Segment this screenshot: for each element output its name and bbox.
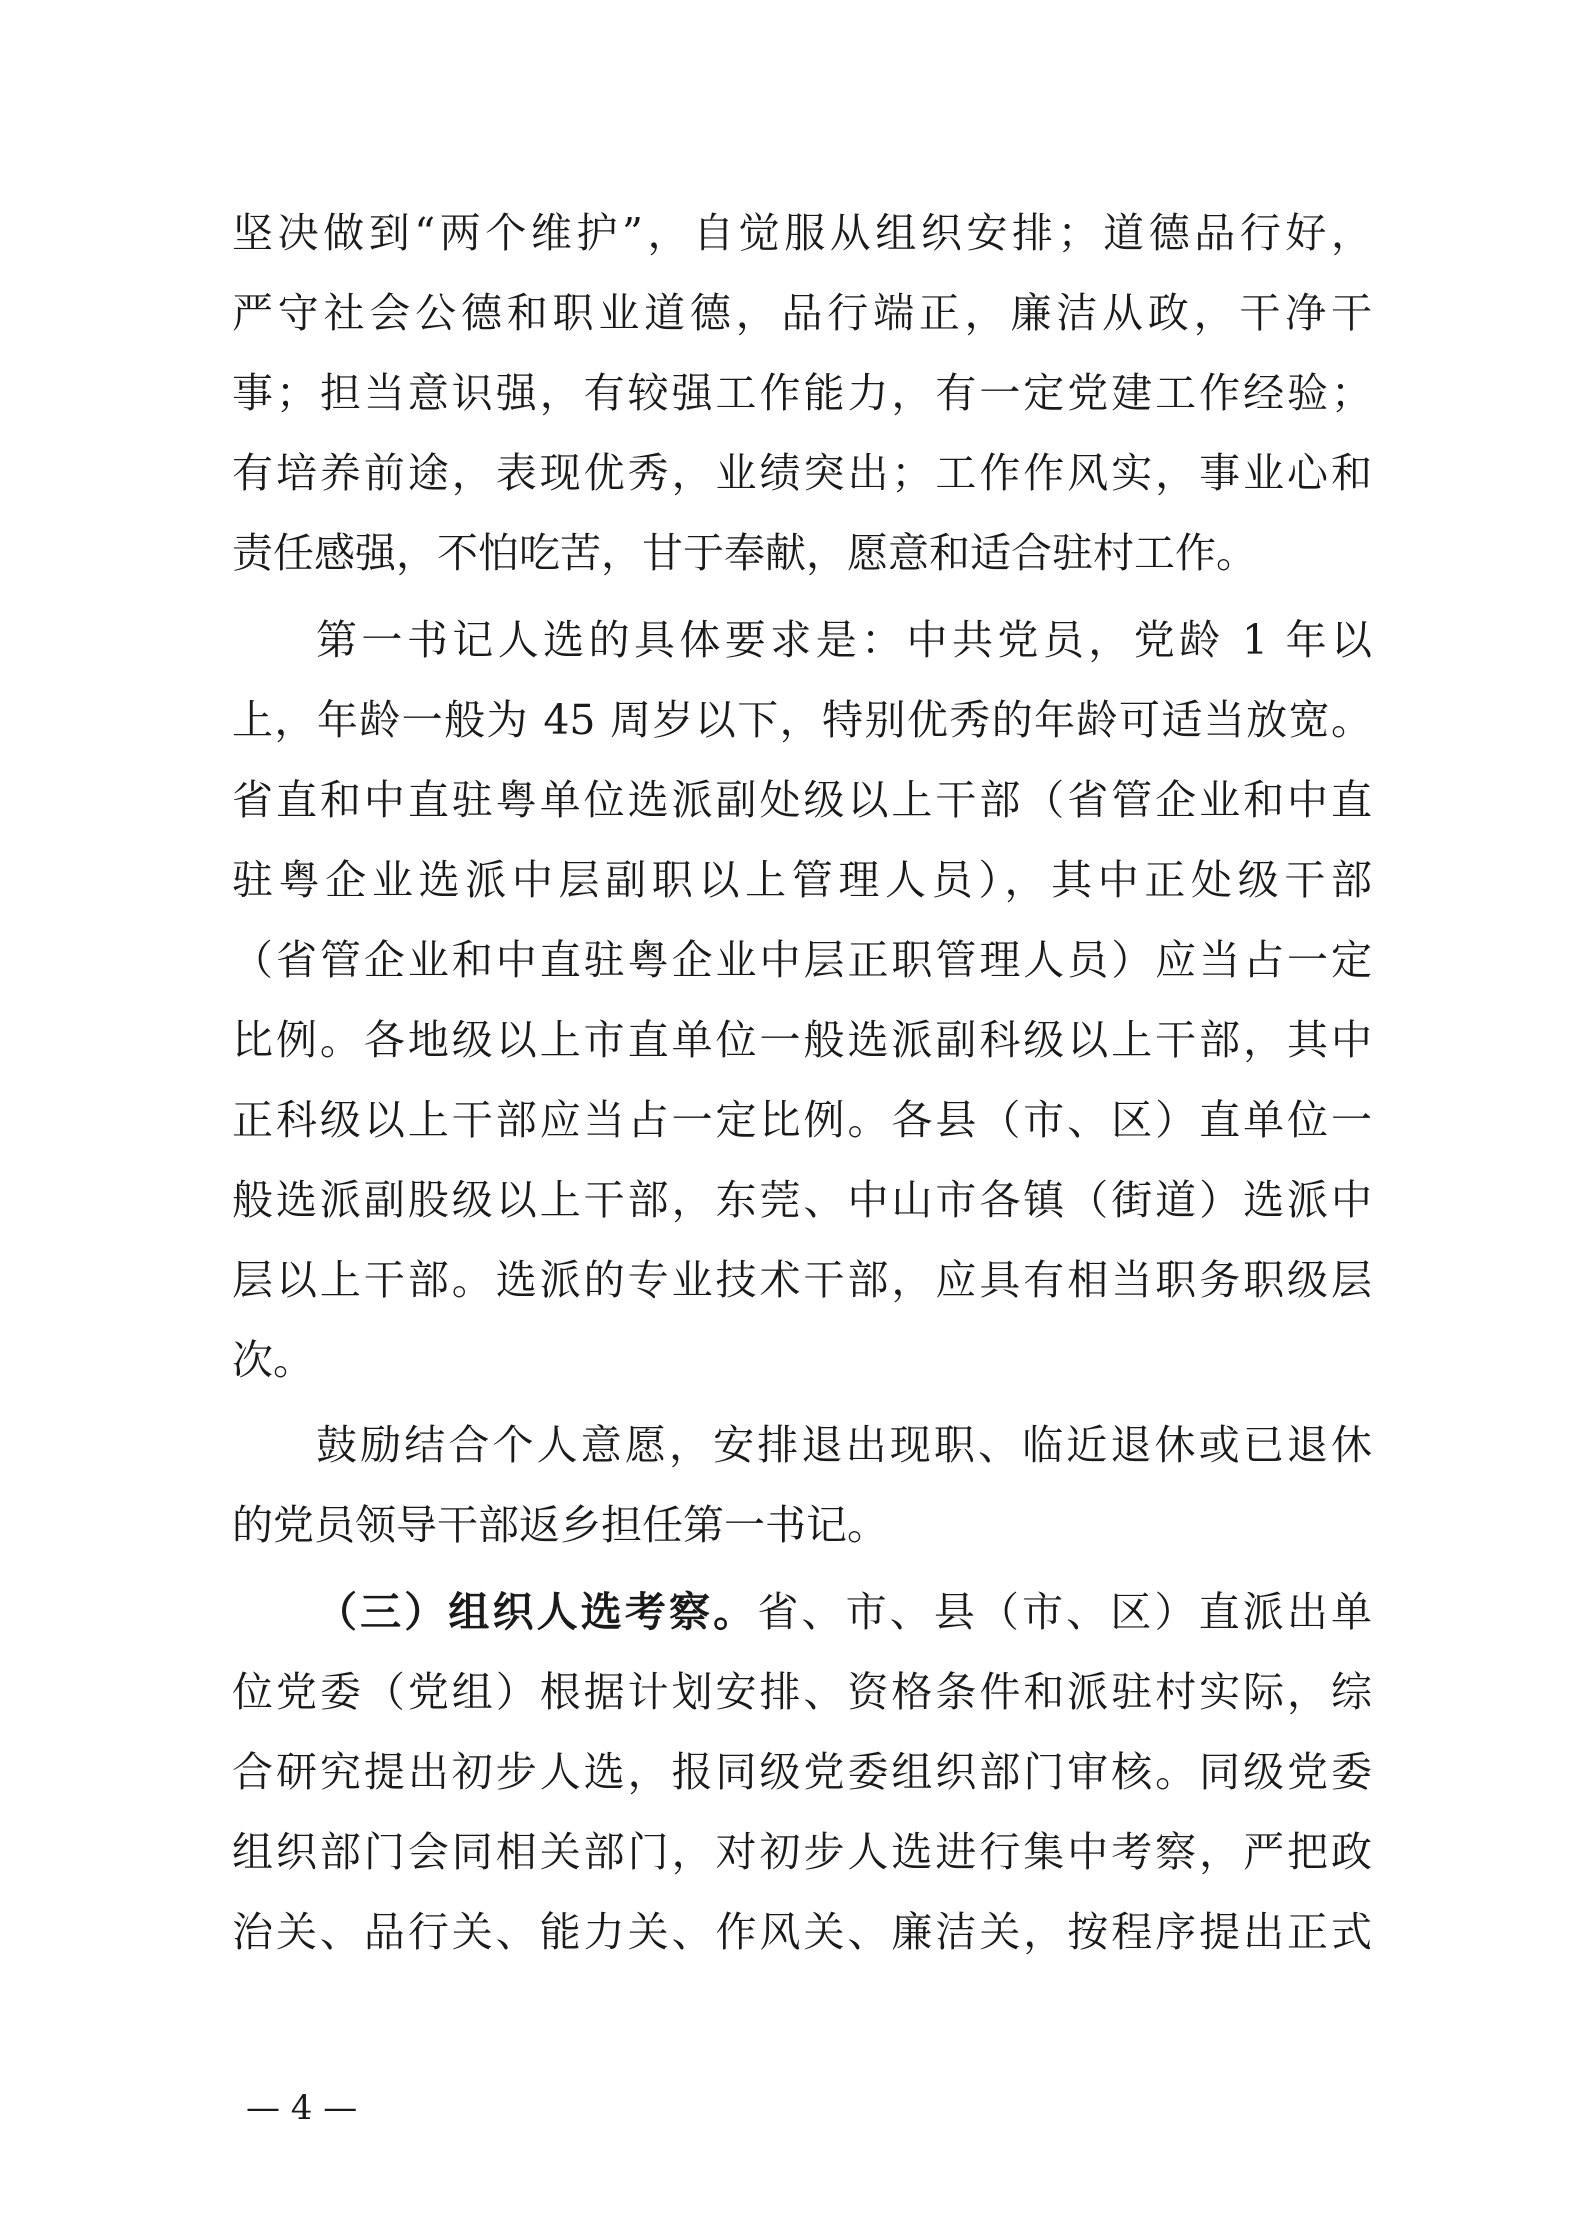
paragraph-1-line-2: 严守社会公德和职业道德，品行端正，廉洁从政，干净干 [232, 289, 1372, 337]
paragraph-4-line-4: 组织部门会同相关部门，对初步人选进行集中考察，严把政 [232, 1828, 1372, 1876]
paragraph-2-line-1: 第一书记人选的具体要求是：中共党员，党龄 1 年以 [316, 616, 1372, 664]
page-number: — 4 — [246, 2088, 358, 2128]
section-heading: （三）组织人选考察。 [316, 1588, 758, 1636]
paragraph-2-line-7: 正科级以上干部应当占一定比例。各县（市、区）直单位一 [232, 1096, 1372, 1144]
paragraph-2-line-4: 驻粤企业选派中层副职以上管理人员），其中正处级干部 [232, 856, 1372, 904]
paragraph-3-line-1: 鼓励结合个人意愿，安排退出现职、临近退休或已退休 [316, 1421, 1372, 1469]
paragraph-4-line-1-text: 省、市、县（市、区）直派出单 [757, 1588, 1373, 1636]
paragraph-1-line-3: 事；担当意识强，有较强工作能力，有一定党建工作经验； [232, 369, 1372, 417]
paragraph-3-line-2: 的党员领导干部返乡担任第一书记。 [232, 1501, 888, 1549]
paragraph-4-line-3: 合研究提出初步人选，报同级党委组织部门审核。同级党委 [232, 1748, 1372, 1796]
paragraph-2-line-10: 次。 [232, 1336, 314, 1384]
paragraph-2-line-8: 般选派副股级以上干部，东莞、中山市各镇（街道）选派中 [232, 1176, 1372, 1224]
paragraph-2-line-5: （省管企业和中直驻粤企业中层正职管理人员）应当占一定 [232, 936, 1372, 984]
paragraph-1-line-1: 坚决做到“两个维护”，自觉服从组织安排；道德品行好， [232, 209, 1372, 257]
paragraph-1-line-5: 责任感强，不怕吃苦，甘于奉献，愿意和适合驻村工作。 [232, 529, 1257, 577]
paragraph-4-line-2: 位党委（党组）根据计划安排、资格条件和派驻村实际，综 [232, 1668, 1372, 1716]
paragraph-2-line-9: 层以上干部。选派的专业技术干部，应具有相当职务职级层 [232, 1256, 1372, 1304]
paragraph-2-line-2: 上，年龄一般为 45 周岁以下，特别优秀的年龄可适当放宽。 [232, 696, 1372, 744]
paragraph-2-line-3: 省直和中直驻粤单位选派副处级以上干部（省管企业和中直 [232, 776, 1372, 824]
paragraph-4-line-1 [316, 1572, 1372, 1652]
paragraph-4-line-5: 治关、品行关、能力关、作风关、廉洁关，按程序提出正式 [232, 1908, 1372, 1956]
paragraph-1-line-4: 有培养前途，表现优秀，业绩突出；工作作风实，事业心和 [232, 449, 1372, 497]
paragraph-2-line-6: 比例。各地级以上市直单位一般选派副科级以上干部，其中 [232, 1016, 1372, 1064]
